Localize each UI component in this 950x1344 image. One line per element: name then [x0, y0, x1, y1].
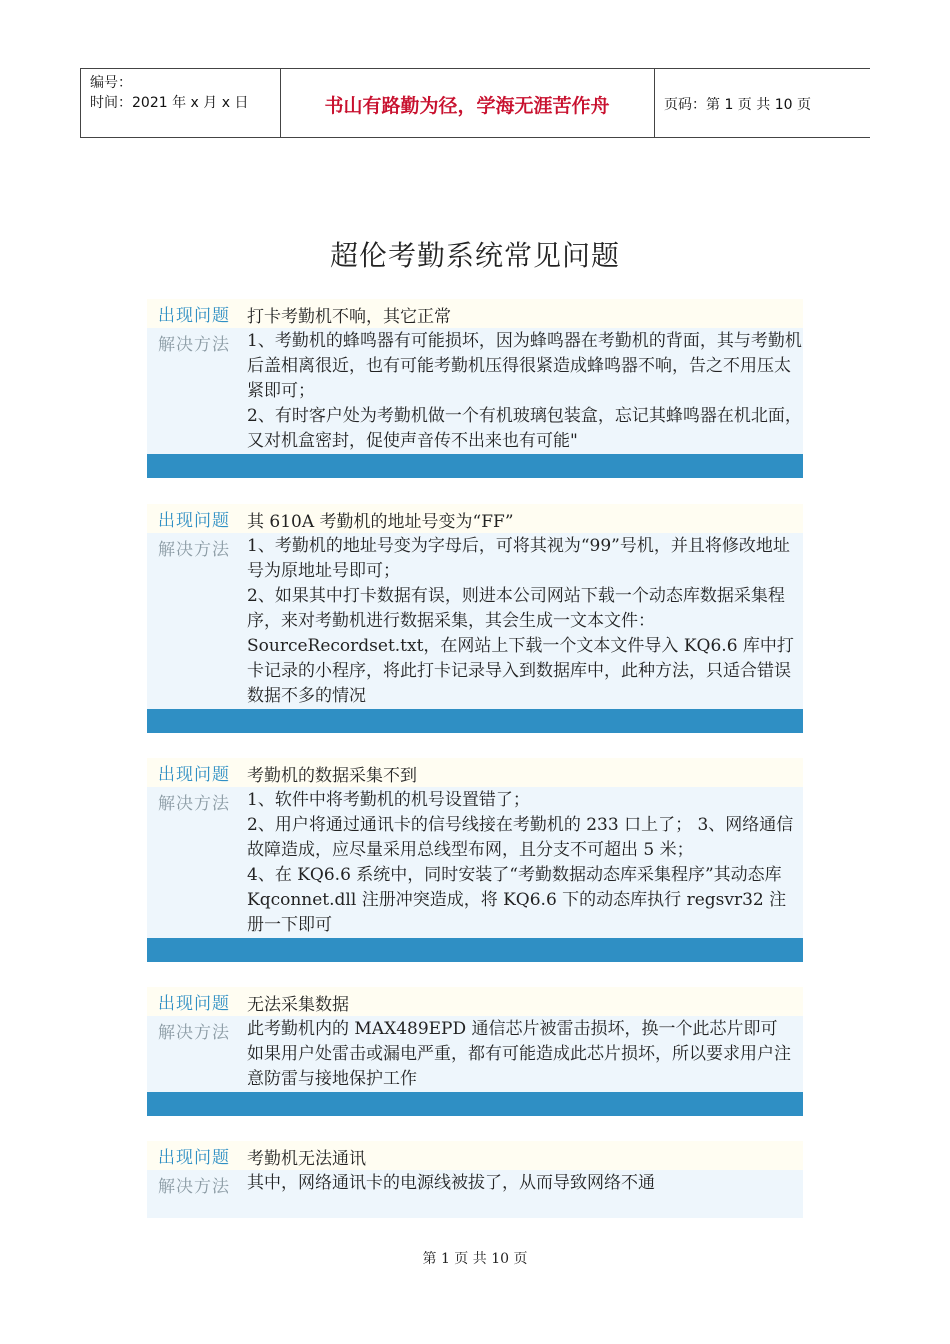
answer-line: 2、有时客户处为考勤机做一个有机玻璃包装盒，忘记其蜂鸣器在机北面，又对机盒密封，促使声音传不出来也有可能" — [247, 406, 802, 451]
answer-line: 1、考勤机的地址号变为字母后，可将其视为“99”号机，并且将修改地址号为原地址号即可； — [247, 536, 790, 581]
question-row — [147, 1141, 803, 1170]
question-row — [147, 299, 803, 328]
answer-text — [247, 1016, 803, 1092]
answer-line: 1、考勤机的蜂鸣器有可能损坏，因为蜂鸣器在考勤机的背面，其与考勤机后盖相离很近，也有可能考勤机压得很紧造成蜂鸣器不响，告之不用压太紧即可； — [247, 331, 802, 401]
faq-block — [147, 987, 803, 1116]
page-footer: 第 1 页 共 10 页 — [422, 1251, 528, 1267]
answer-label: 解决方法 — [158, 1023, 230, 1043]
section-divider-bar — [147, 454, 803, 478]
header-divider — [80, 69, 81, 137]
question-row — [147, 758, 803, 787]
answer-line: 如果用户处雷击或漏电严重，都有可能造成此芯片损坏，所以要求用户注意防雷与接地保护工作 — [247, 1044, 791, 1089]
question-text: 无法采集数据 — [247, 995, 349, 1015]
question-label: 出现问题 — [158, 994, 230, 1014]
section-divider-bar — [147, 938, 803, 962]
header-page-info: 页码：第 1 页 共 10 页 — [664, 97, 811, 113]
answer-line: 4、在 KQ6.6 系统中，同时安装了“考勤数据动态库采集程序”其动态库 Kqconnet.dll 注册冲突造成，将 KQ6.6 下的动态库执行 regsvr32 注册一下即可 — [247, 865, 787, 935]
answer-line: 2、用户将通过通讯卡的信号线接在考勤机的 233 口上了； 3、网络通信故障造成，应尽量采用总线型布网，且分支不可超出 5 米； — [247, 815, 794, 860]
doc-number-label: 编号： — [90, 75, 132, 91]
question-text: 考勤机无法通讯 — [247, 1149, 366, 1169]
document-title: 超伦考勤系统常见问题 — [329, 239, 620, 272]
doc-time-label: 时间：2021 年 x 月 x 日 — [90, 95, 249, 111]
answer-text — [247, 1170, 803, 1196]
answer-line: 其中，网络通讯卡的电源线被拔了，从而导致网络不通 — [247, 1173, 655, 1193]
header-divider — [654, 69, 655, 137]
question-label: 出现问题 — [158, 1148, 230, 1168]
question-text: 其 610A 考勤机的地址号变为“FF” — [247, 512, 514, 532]
answer-label: 解决方法 — [158, 794, 230, 814]
answer-line: 此考勤机内的 MAX489EPD 通信芯片被雷击损坏，换一个此芯片即可 — [247, 1019, 778, 1039]
header-meta — [90, 73, 248, 113]
faq-block — [147, 504, 803, 733]
answer-row — [147, 1170, 803, 1218]
faq-block — [147, 299, 803, 478]
question-row — [147, 504, 803, 533]
answer-line: 2、如果其中打卡数据有误，则进本公司网站下载一个动态库数据采集程序，来对考勤机进行数据采集，其会生成一文本文件：SourceRecordset.txt，在网站上下载一个文本文件导入 KQ6.6 库中打卡记录的小程序，将此打卡记录导入到数据库中，此种方法，只适合错误数据不多的情况 — [247, 586, 794, 706]
answer-label: 解决方法 — [158, 335, 230, 355]
faq-block — [147, 1141, 803, 1218]
answer-row — [147, 1016, 803, 1092]
question-row — [147, 987, 803, 1016]
answer-row — [147, 787, 803, 938]
answer-text — [247, 328, 803, 454]
faq-block — [147, 758, 803, 962]
answer-text — [247, 533, 803, 709]
question-label: 出现问题 — [158, 511, 230, 531]
answer-line: 1、软件中将考勤机的机号设置错了； — [247, 790, 530, 810]
answer-row — [147, 328, 803, 454]
answer-text — [247, 787, 803, 938]
section-divider-bar — [147, 709, 803, 733]
question-text: 打卡考勤机不响，其它正常 — [247, 307, 451, 327]
question-text: 考勤机的数据采集不到 — [247, 766, 417, 786]
page-header — [80, 68, 870, 138]
answer-label: 解决方法 — [158, 1177, 230, 1197]
question-label: 出现问题 — [158, 765, 230, 785]
question-label: 出现问题 — [158, 306, 230, 326]
answer-label: 解决方法 — [158, 540, 230, 560]
answer-row — [147, 533, 803, 709]
header-motto: 书山有路勤为径，学海无涯苦作舟 — [324, 95, 610, 117]
section-divider-bar — [147, 1092, 803, 1116]
